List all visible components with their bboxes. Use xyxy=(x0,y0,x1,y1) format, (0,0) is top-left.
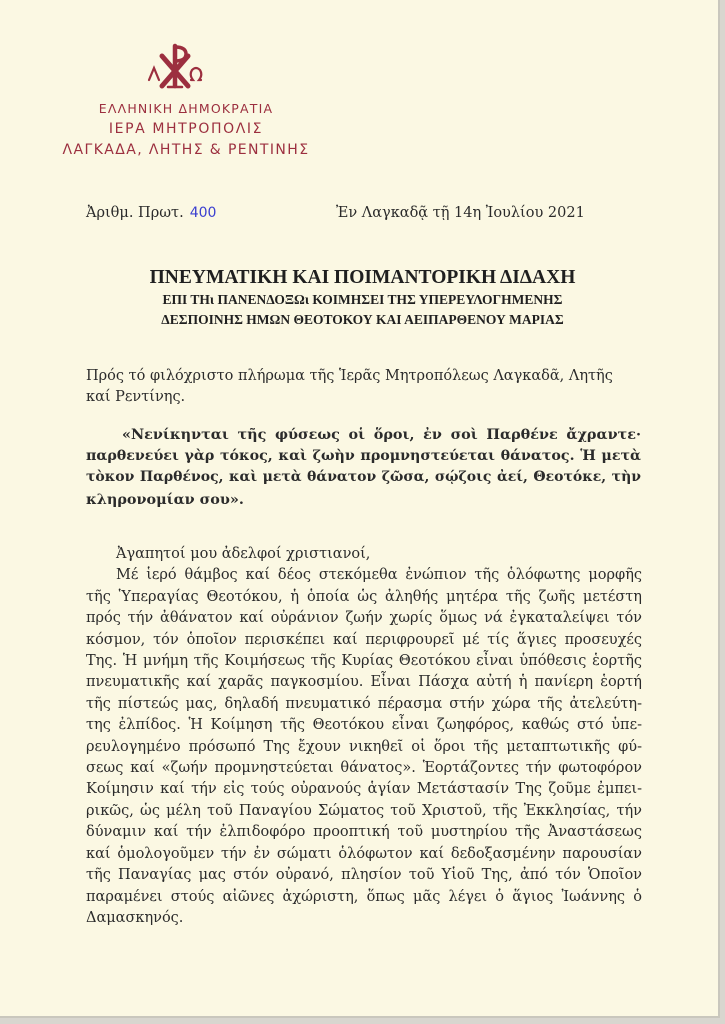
document-date: Ἐν Λαγκαδᾷ τῇ 14η Ἰουλίου 2021 xyxy=(336,205,585,221)
body-line: δύναμιν καί τήν ἐλπιδοφόρο προοπτική τοῦ μυστηρίου τῆς Ἀναστάσεως xyxy=(86,824,642,841)
title-sub-1: ΕΠΙ ΤΗι ΠΑΝΕΝΔΟΞΩι ΚΟΙΜΗΣΕΙ ΤΗΣ ΥΠΕΡΕΥΛΟΓΗΜΕΝΗΣ xyxy=(162,292,563,307)
document-title xyxy=(70,266,655,330)
body-text xyxy=(86,544,642,929)
body-line: της ἐλπίδος. Ἡ Κοίμηση τῆς Θεοτόκου εἶναι ζωηφόρος, καθώς στό ὑπε- xyxy=(86,717,642,734)
body-line: ρευλογημένο πρόσωπό Της ἔχουν νικηθεῖ οἱ ὅροι τῆς μεταπτωτικῆς φύ- xyxy=(86,738,642,755)
hymn-quote xyxy=(86,424,641,510)
salutation: Ἀγαπητοί μου ἀδελφοί χριστιανοί, xyxy=(116,546,371,562)
body-line: Κοίμησιν καί τήν εἰς τούς οὐρανούς ἁγίαν Μετάστασίν Της ζοῦμε ἐμπει- xyxy=(86,781,642,798)
body-line: σεως καί «ζωήν προμνηστεύεται θάνατος». Ἑορτάζοντες τήν φωτοφόρον xyxy=(86,760,642,777)
protocol-label: Ἀριθμ. Πρωτ. xyxy=(86,205,184,221)
body-line: Μέ ἱερό θάμβος καί δέος στεκόμεθα ἐνώπιον τῆς ὁλόφωτης μορφῆς xyxy=(116,567,642,584)
body-line: τῆς Ὑπεραγίας Θεοτόκου, ἡ ὁποία ὡς ἀληθής μητέρα τῆς ζωῆς μετέστη xyxy=(86,588,642,605)
quote-line: τὸκον Παρθένος, καὶ μετὰ θάνατον ζῶσα, σῴζοις ἀεί, Θεοτόκε, τὴν xyxy=(86,469,641,485)
chi-rho-logo-icon xyxy=(146,40,204,92)
quote-line: «Νενίκηνται τῆς φύσεως οἱ ὅροι, ἐν σοὶ Παρθένε ἄχραντε· xyxy=(122,426,641,443)
quote-line: κληρονομίαν σου». xyxy=(86,490,244,508)
body-line: κόσμον, τόν ὁποῖον περισκέπει καί περιφρουρεῖ μέ τίς ἅγιες προσευχές xyxy=(86,631,642,648)
letterhead-metropolis: ΙΕΡΑ ΜΗΤΡΟΠΟΛΙΣ xyxy=(108,121,264,137)
quote-line: παρθενεύει γὰρ τόκος, καὶ ζωὴν προμνηστεύεται θάνατος. Ἡ μετὰ xyxy=(86,447,641,464)
body-line: τῆς Παναγίας μας στόν οὐρανό, πλησίον τοῦ Υἱοῦ Της, ἀπό τόν Ὁποῖον xyxy=(86,867,642,884)
addressee: Πρός τό φιλόχριστο πλήρωμα τῆς Ἱερᾶς Μητροπόλεως Λαγκαδᾶ, Λητῆς καί Ρεντίνης. xyxy=(86,368,613,405)
body-line: καί ὁμολογοῦμεν τήν ἐν σώματι ὁλόφωτον καί δεδοξασμένην παρουσίαν xyxy=(86,845,642,862)
body-line: πνευματικῆς καί χαρᾶς παγκοσμίου. Εἶναι Πάσχα αὐτή ἡ πανίερη ἑορτή xyxy=(86,674,642,691)
body-line: πρός τήν ἀθάνατον καί οὐράνιον ζωήν χωρίς ὅμως νά ἐγκαταλείψει τόν xyxy=(86,610,642,627)
body-line: Δαμασκηνός. xyxy=(86,909,184,926)
body-line: ρικῶς, ὡς μέλη τοῦ Παναγίου Σώματος τοῦ Χριστοῦ, τῆς Ἐκκλησίας, τήν xyxy=(86,802,642,819)
title-sub-2: ΔΕΣΠΟΙΝΗΣ ΗΜΩΝ ΘΕΟΤΟΚΟΥ ΚΑΙ ΑΕΙΠΑΡΘΕΝΟΥ ΜΑΡΙΑΣ xyxy=(161,312,564,327)
letterhead xyxy=(36,98,336,161)
body-line: τῆς πίστεώς μας, δηλαδή πνευματικό πέρασμα στήν χώρα τῆς ἀτελεύτη- xyxy=(86,695,642,712)
protocol-value: 400 xyxy=(189,205,217,221)
letterhead-diocese: ΛΑΓΚΑΔΑ, ΛΗΤΗΣ & ΡΕΝΤΙΝΗΣ xyxy=(62,142,310,158)
letterhead-republic: ΕΛΛΗΝΙΚΗ ΔΗΜΟΚΡΑΤΙΑ xyxy=(98,101,274,116)
body-line: Της. Ἡ μνήμη τῆς Κοιμήσεως τῆς Κυρίας Θεοτόκου εἶναι ὑπόθεσις ἑορτῆς xyxy=(86,653,642,670)
protocol-number xyxy=(86,205,216,221)
title-main: ΠΝΕΥΜΑΤΙΚΗ ΚΑΙ ΠΟΙΜΑΝΤΟΡΙΚΗ ΔΙΔΑΧΗ xyxy=(149,267,576,288)
body-line: παραμένει στούς αἰῶνες ἀχώριστη, ὅπως μᾶς λέγει ὁ ἅγιος Ἰωάννης ὁ xyxy=(86,888,642,905)
